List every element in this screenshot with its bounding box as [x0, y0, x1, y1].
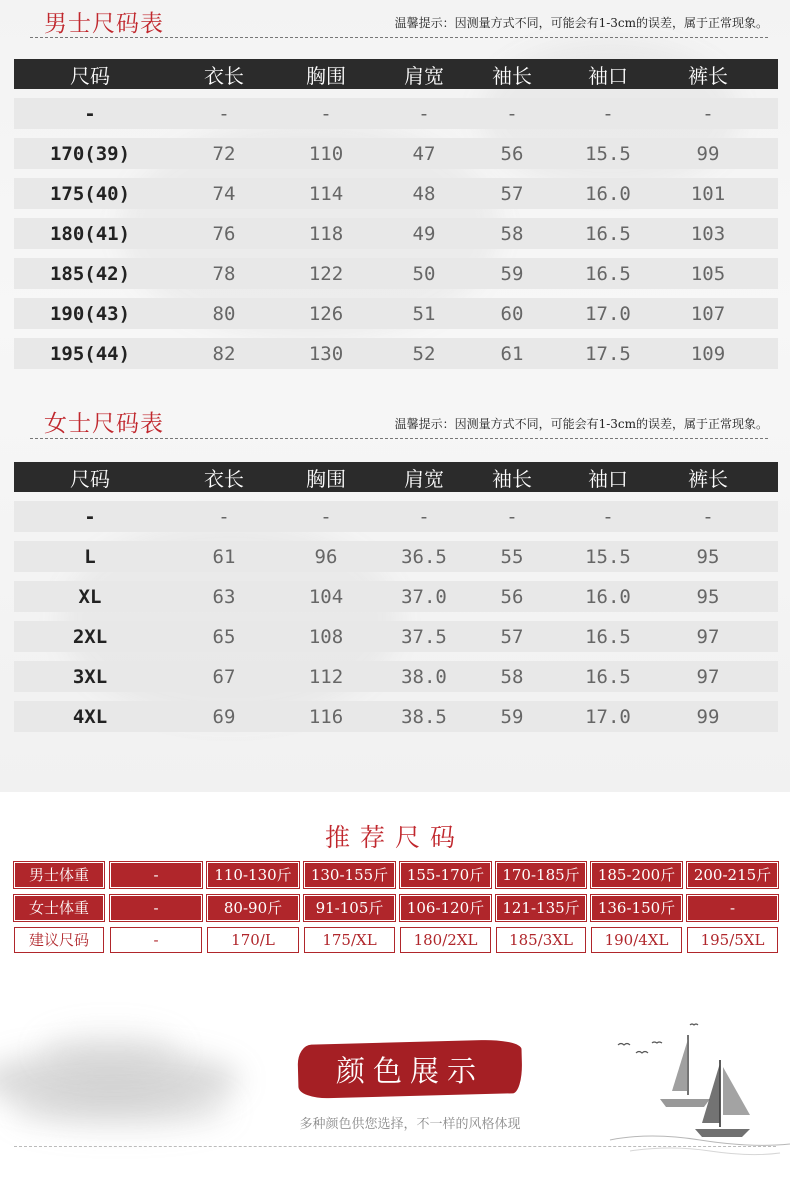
men-table-row [14, 298, 778, 329]
recommend-cell: 195/5XL [687, 927, 778, 953]
women-size-value: - [506, 505, 518, 528]
men-header-cell: 胸围 [306, 63, 346, 88]
women-size-value: 55 [500, 545, 524, 568]
men-header-cell: 裤长 [688, 63, 728, 88]
men-size-label: 180(41) [49, 222, 131, 245]
men-size-value: 57 [500, 182, 524, 205]
women-size-label: 2XL [72, 625, 108, 648]
men-size-value: 17.0 [585, 302, 631, 325]
women-header-cell: 袖长 [492, 466, 532, 491]
women-size-value: 97 [696, 665, 720, 688]
recommend-cell: 80-90斤 [207, 895, 299, 921]
recommend-cell: 136-150斤 [591, 895, 682, 921]
men-size-value: 59 [500, 262, 524, 285]
men-size-value: 48 [412, 182, 436, 205]
men-size-value: 130 [308, 342, 344, 365]
recommend-row-label: 建议尺码 [14, 927, 104, 953]
men-size-value: 51 [412, 302, 436, 325]
recommend-row-label: 女士体重 [14, 895, 104, 921]
footer-divider [14, 1146, 776, 1147]
women-size-value: - [218, 505, 230, 528]
men-size-value: 107 [690, 302, 726, 325]
women-size-value: 56 [500, 585, 524, 608]
sailboat-painting-icon [600, 1015, 790, 1165]
men-size-label: 170(39) [49, 142, 131, 165]
men-table-row [14, 178, 778, 209]
women-size-value: 36.5 [401, 545, 447, 568]
men-size-value: - [320, 102, 332, 125]
women-size-value: 95 [696, 545, 720, 568]
women-table-row [14, 541, 778, 572]
men-size-value: 56 [500, 142, 524, 165]
women-size-value: 59 [500, 705, 524, 728]
men-size-value: 103 [690, 222, 726, 245]
men-header-cell: 袖长 [492, 63, 532, 88]
men-table-header [14, 59, 778, 89]
women-size-value: 37.0 [401, 585, 447, 608]
recommend-row-label: 男士体重 [14, 862, 104, 888]
women-size-value: 17.0 [585, 705, 631, 728]
women-size-label: 3XL [72, 665, 108, 688]
women-size-value: 37.5 [401, 625, 447, 648]
recommend-row [14, 862, 780, 888]
women-table-row [14, 661, 778, 692]
women-size-value: 96 [314, 545, 338, 568]
women-size-value: 95 [696, 585, 720, 608]
men-size-value: 105 [690, 262, 726, 285]
recommend-cell: 185/3XL [496, 927, 586, 953]
men-size-value: - [702, 102, 714, 125]
women-size-label: - [84, 505, 96, 528]
women-table-row [14, 501, 778, 532]
men-measurement-tip: 温馨提示：因测量方式不同，可能会有1-3cm的误差，属于正常现象。 [394, 16, 768, 30]
women-measurement-tip: 温馨提示：因测量方式不同，可能会有1-3cm的误差，属于正常现象。 [394, 417, 768, 431]
women-size-value: - [702, 505, 714, 528]
women-header-cell: 尺码 [70, 466, 110, 491]
men-size-label: - [84, 102, 96, 125]
men-size-value: 72 [212, 142, 236, 165]
women-size-value: 69 [212, 705, 236, 728]
men-size-label: 185(42) [49, 262, 131, 285]
men-title-divider [30, 37, 768, 38]
recommend-cell: 155-170斤 [400, 862, 491, 888]
men-size-value: 76 [212, 222, 236, 245]
women-size-value: 67 [212, 665, 236, 688]
recommend-cell: - [110, 895, 202, 921]
men-table-row [14, 98, 778, 129]
women-header-cell: 裤长 [688, 466, 728, 491]
women-size-label: 4XL [72, 705, 108, 728]
women-size-value: 16.5 [585, 625, 631, 648]
recommend-cell: 200-215斤 [687, 862, 778, 888]
men-size-value: - [602, 102, 614, 125]
men-size-value: 126 [308, 302, 344, 325]
women-size-label: XL [78, 585, 102, 608]
men-size-value: 74 [212, 182, 236, 205]
men-size-value: 15.5 [585, 142, 631, 165]
women-size-value: 97 [696, 625, 720, 648]
women-size-value: 61 [212, 545, 236, 568]
men-size-chart-title: 男士尺码表 [44, 11, 164, 37]
recommend-cell: 106-120斤 [400, 895, 491, 921]
women-size-chart-title: 女士尺码表 [44, 411, 164, 437]
women-size-value: 16.0 [585, 585, 631, 608]
women-header-cell: 衣长 [204, 466, 244, 491]
men-table-row [14, 258, 778, 289]
recommend-cell: 175/XL [304, 927, 395, 953]
recommend-row [14, 895, 780, 921]
women-size-value: 112 [308, 665, 344, 688]
men-size-value: 52 [412, 342, 436, 365]
men-header-cell: 衣长 [204, 63, 244, 88]
color-display-subtitle: 多种颜色供您选择，不一样的风格体现 [299, 1117, 521, 1132]
recommend-cell: 121-135斤 [496, 895, 586, 921]
women-size-value: 38.0 [401, 665, 447, 688]
women-title-divider [30, 438, 768, 439]
color-display-title: 颜色展示 [335, 1054, 484, 1088]
men-size-value: 109 [690, 342, 726, 365]
recommend-cell: 130-155斤 [304, 862, 395, 888]
recommend-cell: 110-130斤 [207, 862, 299, 888]
women-size-value: 58 [500, 665, 524, 688]
men-table-row [14, 138, 778, 169]
men-header-cell: 肩宽 [404, 63, 444, 88]
men-size-value: - [218, 102, 230, 125]
men-size-value: 122 [308, 262, 344, 285]
women-size-value: - [602, 505, 614, 528]
men-size-value: 50 [412, 262, 436, 285]
recommend-cell: - [687, 895, 778, 921]
men-size-value: 80 [212, 302, 236, 325]
men-size-value: 101 [690, 182, 726, 205]
women-size-value: - [320, 505, 332, 528]
women-size-value: 116 [308, 705, 344, 728]
men-header-cell: 袖口 [588, 63, 628, 88]
men-table-row [14, 218, 778, 249]
men-size-value: 110 [308, 142, 344, 165]
men-table-row [14, 338, 778, 369]
women-size-value: 99 [696, 705, 720, 728]
men-size-value: 17.5 [585, 342, 631, 365]
women-header-cell: 袖口 [588, 466, 628, 491]
women-size-value: 57 [500, 625, 524, 648]
men-size-value: - [506, 102, 518, 125]
women-table-header [14, 462, 778, 492]
men-size-value: 60 [500, 302, 524, 325]
men-size-value: 16.5 [585, 222, 631, 245]
recommend-size-title: 推荐尺码 [324, 823, 465, 852]
men-size-value: 58 [500, 222, 524, 245]
women-size-value: 65 [212, 625, 236, 648]
recommend-cell: 185-200斤 [591, 862, 682, 888]
men-size-value: 49 [412, 222, 436, 245]
women-size-value: 108 [308, 625, 344, 648]
women-size-value: 38.5 [401, 705, 447, 728]
men-size-label: 175(40) [49, 182, 131, 205]
women-size-value: 63 [212, 585, 236, 608]
men-size-value: 16.5 [585, 262, 631, 285]
women-size-value: 15.5 [585, 545, 631, 568]
recommend-cell: - [110, 927, 202, 953]
men-size-label: 190(43) [49, 302, 131, 325]
recommend-cell: 170/L [207, 927, 299, 953]
men-size-value: 78 [212, 262, 236, 285]
women-size-value: 104 [308, 585, 344, 608]
women-size-value: 16.5 [585, 665, 631, 688]
recommend-row [14, 927, 780, 953]
recommend-cell: - [110, 862, 202, 888]
men-size-label: 195(44) [49, 342, 131, 365]
recommend-cell: 170-185斤 [496, 862, 586, 888]
women-size-value: - [418, 505, 430, 528]
men-size-value: 114 [308, 182, 344, 205]
women-size-label: L [84, 545, 96, 568]
women-header-cell: 肩宽 [404, 466, 444, 491]
men-size-value: 61 [500, 342, 524, 365]
recommend-cell: 180/2XL [400, 927, 491, 953]
men-size-value: 16.0 [585, 182, 631, 205]
recommend-cell: 190/4XL [591, 927, 682, 953]
men-size-value: - [418, 102, 430, 125]
women-table-row [14, 581, 778, 612]
women-table-row [14, 621, 778, 652]
men-size-value: 82 [212, 342, 236, 365]
men-size-value: 99 [696, 142, 720, 165]
men-size-value: 118 [308, 222, 344, 245]
men-header-cell: 尺码 [70, 63, 110, 88]
recommend-cell: 91-105斤 [304, 895, 395, 921]
men-size-value: 47 [412, 142, 436, 165]
women-header-cell: 胸围 [306, 466, 346, 491]
women-table-row [14, 701, 778, 732]
